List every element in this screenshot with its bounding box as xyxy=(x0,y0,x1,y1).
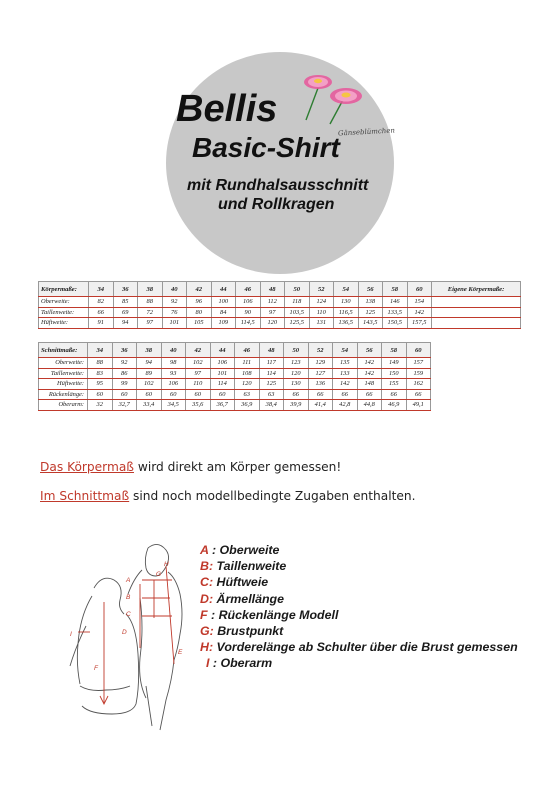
table-cell: 60 xyxy=(210,389,235,400)
table-cell: 98 xyxy=(161,358,186,369)
body-measure-note xyxy=(40,460,341,474)
legend-key: F xyxy=(200,607,208,622)
row-label: Rückenlänge: xyxy=(39,389,88,400)
note-highlight: Das Körpermaß xyxy=(40,460,134,474)
table-cell: 142 xyxy=(407,307,432,318)
legend-key: C: xyxy=(200,575,214,590)
table-cell: 125 xyxy=(358,307,383,318)
table-cell: 38,4 xyxy=(259,400,284,411)
own-measurement-cell[interactable] xyxy=(432,297,521,308)
table-cell: 92 xyxy=(112,358,137,369)
table-cell: 150,5 xyxy=(383,318,408,329)
table-cell: 96 xyxy=(187,297,212,308)
table-cell: 99 xyxy=(112,379,137,390)
row-label: Taillenweite: xyxy=(39,368,88,379)
table-header-row xyxy=(39,282,521,297)
table-cell: 105 xyxy=(187,318,212,329)
table-cell: 131 xyxy=(309,318,334,329)
legend-key: D: xyxy=(200,591,214,606)
table-cell: 66 xyxy=(406,389,431,400)
table-label: Schnittmaße: xyxy=(39,343,88,358)
table-cell: 60 xyxy=(88,389,113,400)
figure-label-c: C xyxy=(126,611,131,618)
daisy-flowers-icon xyxy=(296,66,376,126)
table-cell: 86 xyxy=(112,368,137,379)
table-cell: 60 xyxy=(137,389,162,400)
table-cell: 117 xyxy=(259,358,284,369)
table-cell: 88 xyxy=(138,297,163,308)
table-row xyxy=(39,379,431,390)
table-cell: 149 xyxy=(382,358,407,369)
table-cell: 125 xyxy=(259,379,284,390)
table-cell: 76 xyxy=(162,307,187,318)
legend-key: G: xyxy=(200,623,214,638)
table-row xyxy=(39,368,431,379)
table-cell: 32,7 xyxy=(112,400,137,411)
table-cell: 32 xyxy=(88,400,113,411)
table-cell: 106 xyxy=(236,297,261,308)
description-line-2: und Rollkragen xyxy=(218,196,335,213)
table-cell: 69 xyxy=(113,307,138,318)
table-cell: 159 xyxy=(406,368,431,379)
table-cell: 109 xyxy=(211,318,236,329)
table-cell: 162 xyxy=(406,379,431,390)
table-row xyxy=(39,400,431,411)
description-line-1: mit Rundhalsausschnitt xyxy=(187,177,369,194)
table-cell: 142 xyxy=(357,358,382,369)
size-header: 36 xyxy=(113,282,138,297)
legend-item xyxy=(200,559,518,575)
size-header: 42 xyxy=(186,343,211,358)
pattern-measure-note xyxy=(40,489,415,503)
table-cell: 148 xyxy=(357,379,382,390)
table-cell: 93 xyxy=(161,368,186,379)
table-cell: 155 xyxy=(382,379,407,390)
legend-text: Ärmellänge xyxy=(213,591,285,606)
product-title: Bellis xyxy=(176,88,278,130)
table-cell: 63 xyxy=(235,389,260,400)
table-cell: 110 xyxy=(186,379,211,390)
legend-item xyxy=(200,592,518,608)
table-cell: 36,9 xyxy=(235,400,260,411)
legend-text: Taillenweite xyxy=(213,559,287,574)
size-header: 52 xyxy=(309,282,334,297)
legend-text: : Oberarm xyxy=(209,656,273,671)
size-header: 36 xyxy=(112,343,137,358)
legend-text: Hüftweie xyxy=(213,575,269,590)
table-cell: 100 xyxy=(211,297,236,308)
own-measurements-header: Eigene Körpermaße: xyxy=(432,282,521,297)
table-row xyxy=(39,297,521,308)
table-cell: 72 xyxy=(138,307,163,318)
note-text: wird direkt am Körper gemessen! xyxy=(133,460,342,474)
table-cell: 66 xyxy=(357,389,382,400)
legend-item xyxy=(200,624,518,640)
size-header: 54 xyxy=(333,343,358,358)
table-cell: 42,8 xyxy=(333,400,358,411)
table-cell: 114 xyxy=(259,368,284,379)
table-cell: 135 xyxy=(333,358,358,369)
own-measurement-cell[interactable] xyxy=(432,318,521,329)
table-cell: 150 xyxy=(382,368,407,379)
legend-item xyxy=(200,640,518,656)
size-header: 44 xyxy=(211,282,236,297)
size-header: 46 xyxy=(236,282,261,297)
size-header: 48 xyxy=(259,343,284,358)
table-cell: 66 xyxy=(284,389,309,400)
legend-item xyxy=(200,575,518,591)
size-header: 58 xyxy=(382,343,407,358)
legend-key: I xyxy=(206,656,210,671)
size-header: 40 xyxy=(162,282,187,297)
size-header: 58 xyxy=(383,282,408,297)
note-text: sind noch modellbedingte Zugaben enthalten. xyxy=(129,489,416,503)
table-cell: 123 xyxy=(284,358,309,369)
legend-text: Brustpunkt xyxy=(213,623,284,638)
table-cell: 44,8 xyxy=(357,400,382,411)
table-header-row xyxy=(39,343,431,358)
table-cell: 102 xyxy=(137,379,162,390)
size-header: 56 xyxy=(357,343,382,358)
table-cell: 108 xyxy=(235,368,260,379)
table-cell: 125,5 xyxy=(285,318,310,329)
row-label: Taillenweite: xyxy=(39,307,89,318)
table-cell: 63 xyxy=(259,389,284,400)
size-header: 38 xyxy=(137,343,162,358)
table-cell: 36,7 xyxy=(210,400,235,411)
table-cell: 41,4 xyxy=(308,400,333,411)
table-cell: 92 xyxy=(162,297,187,308)
table-label: Körpermaße: xyxy=(39,282,89,297)
table-cell: 35,6 xyxy=(186,400,211,411)
size-header: 34 xyxy=(88,343,113,358)
table-cell: 85 xyxy=(113,297,138,308)
table-cell: 112 xyxy=(260,297,285,308)
measurement-legend xyxy=(200,543,518,673)
table-cell: 66 xyxy=(333,389,358,400)
table-cell: 84 xyxy=(211,307,236,318)
table-row xyxy=(39,389,431,400)
table-cell: 46,9 xyxy=(382,400,407,411)
table-cell: 133,5 xyxy=(383,307,408,318)
table-cell: 66 xyxy=(382,389,407,400)
table-cell: 60 xyxy=(112,389,137,400)
table-cell: 133 xyxy=(333,368,358,379)
figure-label-a: A xyxy=(126,577,131,584)
row-label: Oberweite: xyxy=(39,297,89,308)
figure-label-h: H xyxy=(164,561,169,568)
row-label: Hüftweite: xyxy=(39,318,89,329)
legend-item xyxy=(200,543,518,559)
pattern-measurements-table xyxy=(38,342,431,411)
figure-label-e: E xyxy=(178,649,183,656)
size-header: 38 xyxy=(138,282,163,297)
row-label: Oberweite: xyxy=(39,358,88,369)
table-cell: 116,5 xyxy=(334,307,359,318)
table-cell: 82 xyxy=(89,297,114,308)
table-cell: 102 xyxy=(186,358,211,369)
table-cell: 130 xyxy=(334,297,359,308)
table-cell: 103,5 xyxy=(285,307,310,318)
table-cell: 95 xyxy=(88,379,113,390)
legend-text: Vorderelänge ab Schulter über die Brust gemessen xyxy=(213,640,518,655)
table-cell: 136 xyxy=(308,379,333,390)
table-cell: 80 xyxy=(187,307,212,318)
table-cell: 90 xyxy=(236,307,261,318)
table-cell: 129 xyxy=(308,358,333,369)
table-cell: 130 xyxy=(284,379,309,390)
table-cell: 138 xyxy=(358,297,383,308)
table-cell: 60 xyxy=(161,389,186,400)
size-header: 40 xyxy=(161,343,186,358)
figure-label-f: F xyxy=(94,665,98,672)
size-header: 48 xyxy=(260,282,285,297)
table-cell: 94 xyxy=(137,358,162,369)
table-cell: 34,5 xyxy=(161,400,186,411)
table-cell: 66 xyxy=(89,307,114,318)
product-subtitle: Basic-Shirt xyxy=(192,132,340,163)
table-cell: 33,4 xyxy=(137,400,162,411)
table-cell: 118 xyxy=(285,297,310,308)
table-row xyxy=(39,358,431,369)
measurement-figure-illustration xyxy=(56,536,196,766)
size-header: 56 xyxy=(358,282,383,297)
row-label: Oberarm: xyxy=(39,400,88,411)
note-highlight: Im Schnittmaß xyxy=(40,489,130,503)
legend-item xyxy=(200,656,518,672)
table-cell: 142 xyxy=(333,379,358,390)
size-header: 44 xyxy=(210,343,235,358)
table-cell: 91 xyxy=(89,318,114,329)
size-header: 52 xyxy=(308,343,333,358)
table-cell: 114,5 xyxy=(236,318,261,329)
figure-label-b: B xyxy=(126,594,131,601)
size-header: 50 xyxy=(285,282,310,297)
table-cell: 111 xyxy=(235,358,260,369)
body-measurements-table xyxy=(38,281,521,329)
table-cell: 114 xyxy=(210,379,235,390)
size-header: 60 xyxy=(407,282,432,297)
table-cell: 120 xyxy=(235,379,260,390)
figure-label-i: I xyxy=(70,631,72,638)
size-header: 54 xyxy=(334,282,359,297)
row-label: Hüftweite: xyxy=(39,379,88,390)
size-header: 50 xyxy=(284,343,309,358)
table-cell: 154 xyxy=(407,297,432,308)
legend-key: B: xyxy=(200,559,214,574)
table-cell: 97 xyxy=(138,318,163,329)
table-cell: 94 xyxy=(113,318,138,329)
table-cell: 120 xyxy=(284,368,309,379)
own-measurement-cell[interactable] xyxy=(432,307,521,318)
table-cell: 143,5 xyxy=(358,318,383,329)
table-cell: 106 xyxy=(161,379,186,390)
table-cell: 97 xyxy=(260,307,285,318)
legend-text: : Oberweite xyxy=(208,543,280,557)
table-cell: 124 xyxy=(309,297,334,308)
table-cell: 39,9 xyxy=(284,400,309,411)
table-cell: 110 xyxy=(309,307,334,318)
table-cell: 142 xyxy=(357,368,382,379)
legend-text: : Rückenlänge Modell xyxy=(207,607,339,622)
size-header: 34 xyxy=(89,282,114,297)
size-header: 46 xyxy=(235,343,260,358)
legend-key: A xyxy=(200,543,209,557)
table-row xyxy=(39,307,521,318)
table-cell: 106 xyxy=(210,358,235,369)
table-cell: 101 xyxy=(210,368,235,379)
table-cell: 157 xyxy=(406,358,431,369)
table-cell: 60 xyxy=(186,389,211,400)
table-cell: 136,5 xyxy=(334,318,359,329)
figure-label-d: D xyxy=(122,629,127,636)
table-cell: 66 xyxy=(308,389,333,400)
size-header: 60 xyxy=(406,343,431,358)
table-row xyxy=(39,318,521,329)
legend-item xyxy=(200,608,518,624)
table-cell: 127 xyxy=(308,368,333,379)
table-cell: 89 xyxy=(137,368,162,379)
brand-logo-text: Gänseblümchen xyxy=(337,126,396,138)
table-cell: 83 xyxy=(88,368,113,379)
figure-label-g: G xyxy=(156,571,162,578)
table-cell: 97 xyxy=(186,368,211,379)
legend-key: H: xyxy=(200,640,214,655)
table-cell: 146 xyxy=(383,297,408,308)
table-cell: 49,1 xyxy=(406,400,431,411)
table-cell: 157,5 xyxy=(407,318,432,329)
table-cell: 88 xyxy=(88,358,113,369)
size-header: 42 xyxy=(187,282,212,297)
table-cell: 120 xyxy=(260,318,285,329)
table-cell: 101 xyxy=(162,318,187,329)
